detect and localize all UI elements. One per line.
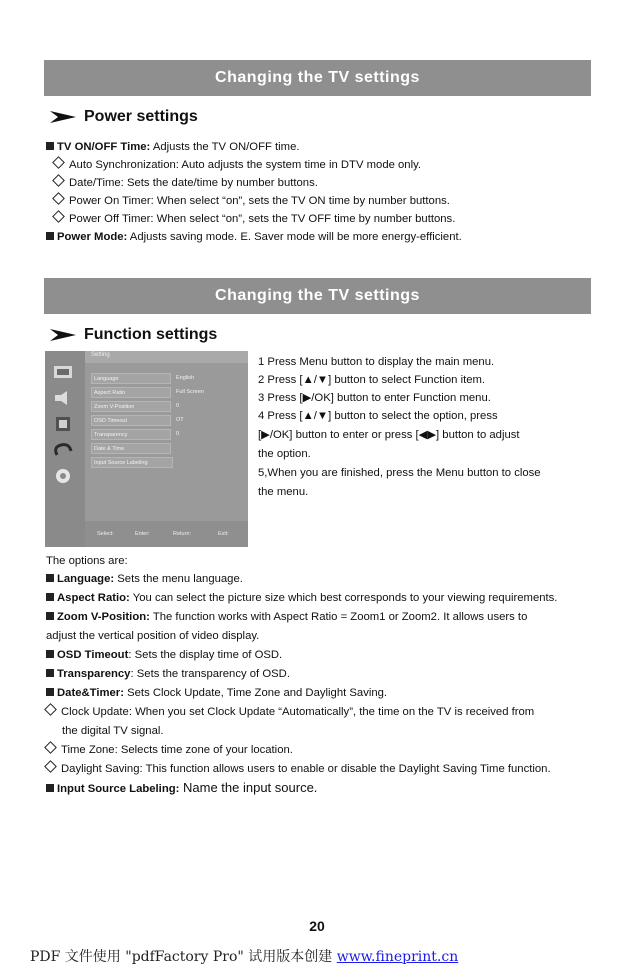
channel-icon bbox=[51, 415, 77, 433]
page-number: 20 bbox=[309, 918, 325, 934]
menu-value-transparency: 0 bbox=[176, 431, 180, 437]
bullet-diamond-icon bbox=[44, 760, 57, 773]
section-banner-2: Changing the TV settings bbox=[44, 278, 591, 314]
option-clock: Clock Update: When you set Clock Update “Automatically”, the time on the TV is received from bbox=[44, 705, 534, 719]
power-line-6: Power Mode: Adjusts saving mode. E. Saver mode will be more energy-efficient. bbox=[46, 230, 462, 244]
watermark-link[interactable]: www.fineprint.cn bbox=[336, 949, 459, 965]
bullet-square-icon bbox=[46, 688, 54, 696]
option-osd: OSD Timeout: Sets the display time of OSD. bbox=[46, 648, 282, 662]
menu-hint-select: Select: bbox=[97, 531, 114, 537]
menu-value-language: English bbox=[176, 375, 195, 381]
menu-value-aspect: Full Screen bbox=[176, 389, 204, 395]
menu-item-language: Language bbox=[91, 373, 171, 384]
power-line-1: TV ON/OFF Time: Adjusts the TV ON/OFF time. bbox=[46, 140, 300, 154]
option-input: Input Source Labeling: Name the input source. bbox=[46, 781, 317, 796]
menu-value-osd: OT bbox=[176, 417, 184, 423]
bullet-diamond-icon bbox=[52, 210, 65, 223]
power-settings-title: Power settings bbox=[84, 108, 198, 125]
option-aspect: Aspect Ratio: You can select the picture size which best corresponds to your viewing requirements. bbox=[46, 591, 557, 605]
menu-bottombar bbox=[85, 521, 248, 547]
power-settings-heading bbox=[50, 108, 198, 126]
arrow-icon bbox=[50, 111, 76, 123]
option-language: Language: Sets the menu language. bbox=[46, 572, 243, 586]
option-transparency: Transparency: Sets the transparency of OSD. bbox=[46, 667, 290, 681]
bullet-diamond-icon bbox=[52, 156, 65, 169]
lock-icon bbox=[51, 441, 77, 459]
step-2: 2 Press [▲/▼] button to select Function item. bbox=[258, 374, 486, 386]
options-intro: The options are: bbox=[46, 555, 128, 567]
menu-item-transparency: Transparency bbox=[91, 429, 171, 440]
option-zoom: Zoom V-Position: The function works with Aspect Ratio = Zoom1 or Zoom2. It allows users to bbox=[46, 610, 527, 624]
function-settings-heading bbox=[50, 326, 217, 344]
option-zoom-cont: adjust the vertical position of video display. bbox=[46, 630, 260, 642]
bullet-square-icon bbox=[46, 650, 54, 658]
bullet-square-icon bbox=[46, 593, 54, 601]
bullet-square-icon bbox=[46, 784, 54, 792]
menu-item-aspect-ratio: Aspect Ratio bbox=[91, 387, 171, 398]
sound-icon bbox=[51, 389, 77, 407]
section-banner-1: Changing the TV settings bbox=[44, 60, 591, 96]
menu-value-zoom: 0 bbox=[176, 403, 180, 409]
bullet-square-icon bbox=[46, 612, 54, 620]
power-line-4: Power On Timer: When select “on”, sets the TV ON time by number buttons. bbox=[52, 194, 450, 208]
step-3: 3 Press [▶/OK] button to enter Function menu. bbox=[258, 392, 491, 404]
arrow-icon bbox=[50, 329, 76, 341]
step-4-cont2: the option. bbox=[258, 448, 311, 460]
step-4: 4 Press [▲/▼] button to select the option, press bbox=[258, 410, 498, 422]
option-dst: Daylight Saving: This function allows users to enable or disable the Daylight Saving Time function. bbox=[44, 762, 551, 776]
option-date: Date&Timer: Sets Clock Update, Time Zone and Daylight Saving. bbox=[46, 686, 387, 700]
bullet-square-icon bbox=[46, 574, 54, 582]
menu-item-zoom: Zoom V-Position bbox=[91, 401, 171, 412]
menu-item-input-source: Input Source Labeling bbox=[91, 457, 173, 468]
option-timezone: Time Zone: Selects time zone of your location. bbox=[44, 743, 293, 757]
menu-item-osd-timeout: OSD Timeout bbox=[91, 415, 171, 426]
watermark-text: PDF 文件使用 "pdfFactory Pro" 试用版本创建 bbox=[30, 949, 337, 965]
bullet-diamond-icon bbox=[44, 703, 57, 716]
power-line-2: Auto Synchronization: Auto adjusts the system time in DTV mode only. bbox=[52, 158, 421, 172]
function-menu-screenshot bbox=[45, 351, 248, 547]
picture-icon bbox=[51, 363, 77, 381]
bullet-square-icon bbox=[46, 232, 54, 240]
step-1: 1 Press Menu button to display the main menu. bbox=[258, 356, 495, 368]
pdf-watermark bbox=[30, 946, 458, 966]
bullet-diamond-icon bbox=[52, 192, 65, 205]
menu-title: Setting bbox=[91, 352, 110, 358]
power-line-5: Power Off Timer: When select “on”, sets the TV OFF time by number buttons. bbox=[52, 212, 455, 226]
menu-item-date-time: Date & Time bbox=[91, 443, 171, 454]
setting-icon bbox=[51, 467, 77, 485]
menu-hint-enter: Enter: bbox=[135, 531, 150, 537]
menu-hint-exit: Exit: bbox=[218, 531, 229, 537]
step-5: 5,When you are finished, press the Menu button to close bbox=[258, 467, 541, 479]
option-clock-cont: the digital TV signal. bbox=[62, 725, 164, 737]
bullet-diamond-icon bbox=[52, 174, 65, 187]
bullet-square-icon bbox=[46, 142, 54, 150]
bullet-diamond-icon bbox=[44, 741, 57, 754]
power-line-3: Date/Time: Sets the date/time by number buttons. bbox=[52, 176, 318, 190]
bullet-square-icon bbox=[46, 669, 54, 677]
menu-hint-return: Return: bbox=[173, 531, 192, 537]
step-5-cont: the menu. bbox=[258, 486, 309, 498]
step-4-cont: [▶/OK] button to enter or press [◀▶] button to adjust bbox=[258, 429, 520, 441]
function-settings-title: Function settings bbox=[84, 326, 218, 343]
